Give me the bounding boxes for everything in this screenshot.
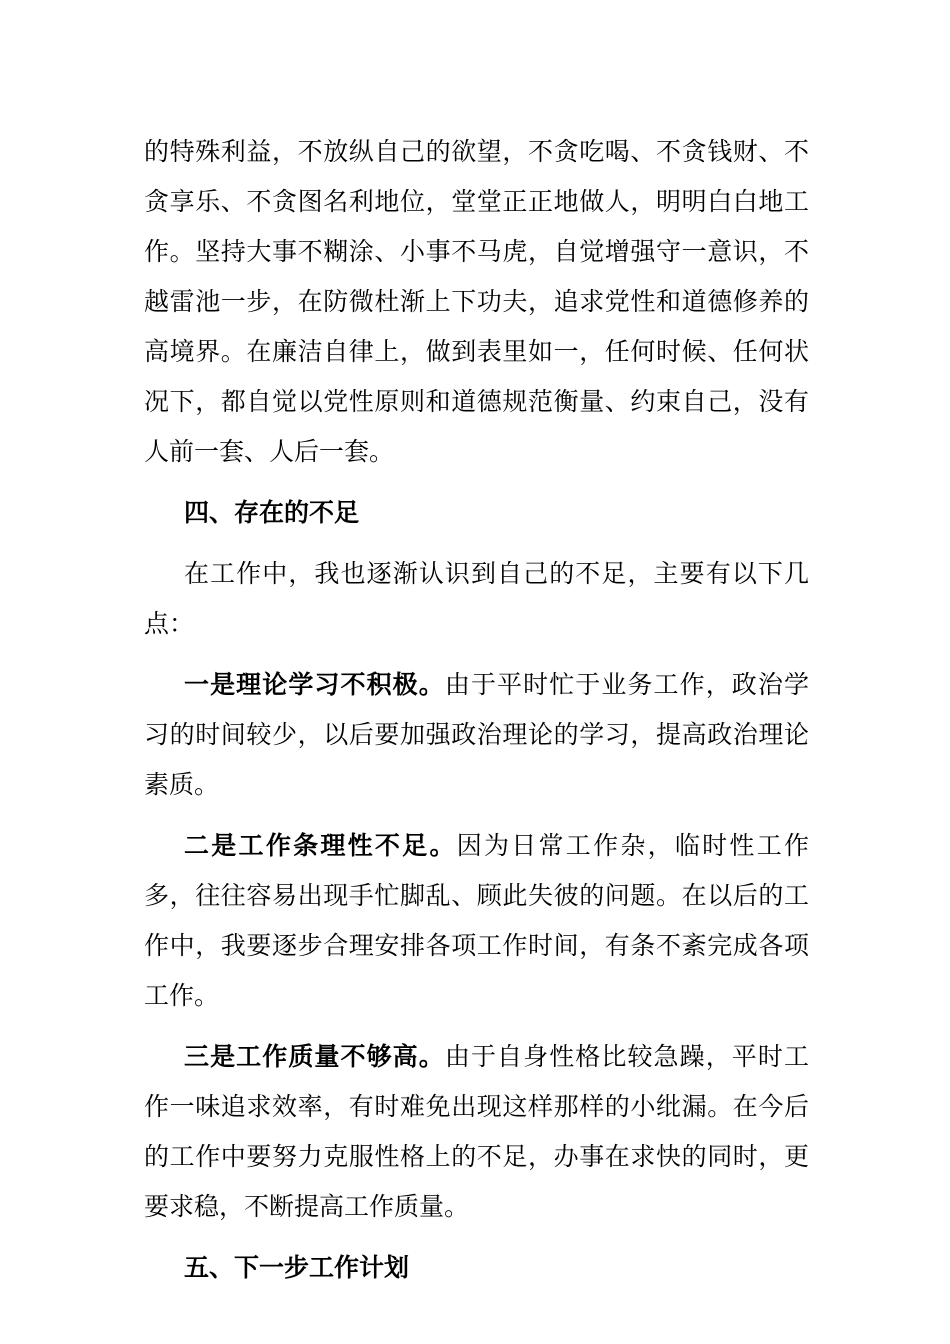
point-work-organization [144,821,809,1021]
point-work-quality [144,1032,809,1232]
section-heading-next-steps [144,1243,809,1293]
heading-text: 五、下一步工作计划 [184,1253,410,1282]
paragraph-integrity [144,127,809,477]
section-heading-shortcomings [144,488,809,538]
point-text: 由于自身性格比较急躁，平时工作一味追求效率，有时难免出现这样那样的小纰漏。在今后的工作中要努力克服性格上的不足，办事在求快的同时，更要求稳，不断提高工作质量。 [144,1042,809,1221]
heading-text: 四、存在的不足 [184,498,360,527]
point-theory-study [144,660,809,810]
document-body [144,127,809,1293]
point-lead: 三是工作质量不够高。 [184,1042,445,1071]
point-lead: 一是理论学习不积极。 [184,670,445,699]
point-text: 因为日常工作杂，临时性工作多，往往容易出现手忙脚乱、顾此失彼的问题。在以后的工作中，我要逐步合理安排各项工作时间，有条不紊完成各项工作。 [144,831,809,1010]
point-text: 由于平时忙于业务工作，政治学习的时间较少，以后要加强政治理论的学习，提高政治理论素质。 [144,670,809,799]
point-lead: 二是工作条理性不足。 [184,831,457,860]
paragraph-text: 的特殊利益，不放纵自己的欲望，不贪吃喝、不贪钱财、不贪享乐、不贪图名利地位，堂堂正正地做人，明明白白地工作。坚持大事不糊涂、小事不马虎，自觉增强守一意识，不越雷池一步，在防微杜渐上下功夫，追求党性和道德修养的高境界。在廉洁自律上，做到表里如一，任何时候、任何状况下，都自觉以党性原则和道德规范衡量、约束自己，没有人前一套、人后一套。 [144,137,809,466]
paragraph-text: 在工作中，我也逐渐认识到自己的不足，主要有以下几点： [144,559,809,638]
paragraph-shortcomings-intro [144,549,809,649]
